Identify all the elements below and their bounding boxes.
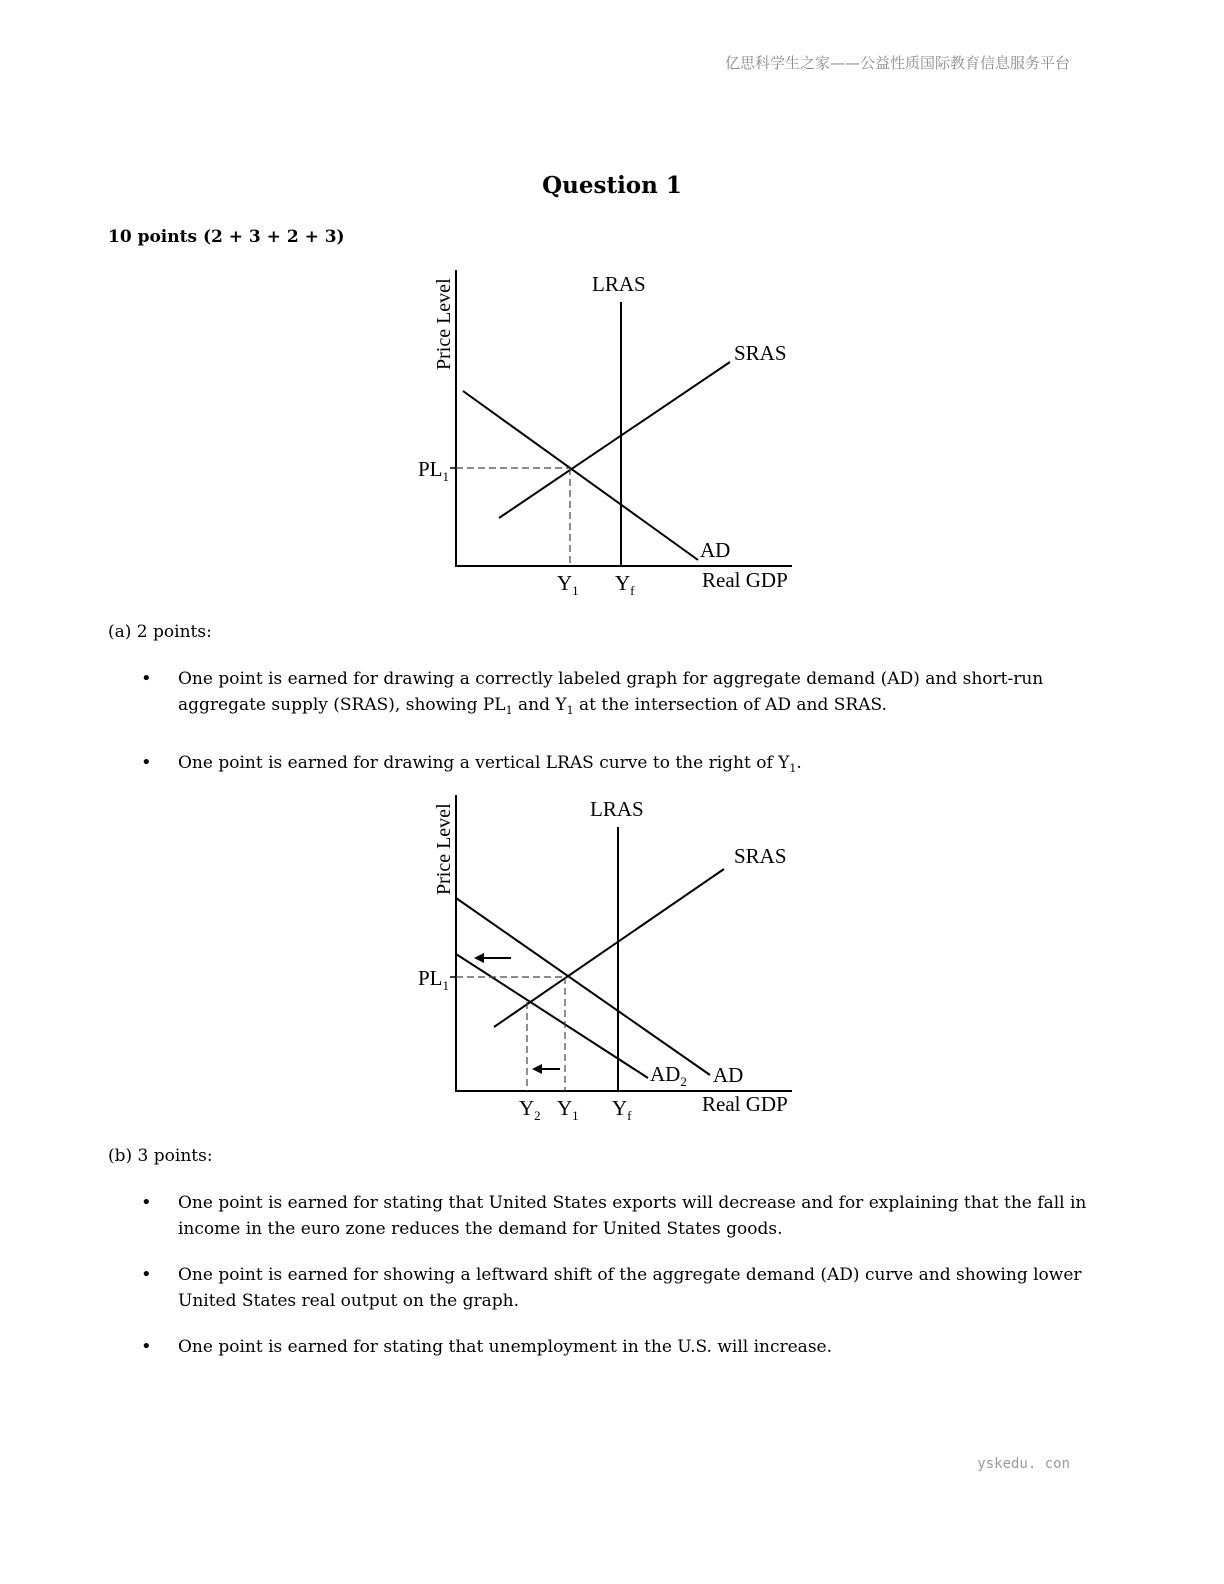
list-item: • One point is earned for drawing a vertical LRAS curve to the right of $Y_1$. <box>141 752 802 775</box>
bullet-dot: • <box>141 1192 152 1213</box>
ad2-curve <box>456 954 648 1078</box>
sras-label: SRAS <box>734 844 787 868</box>
header-watermark: 亿思科学生之家——公益性质国际教育信息服务平台 <box>724 54 1070 72</box>
ad2-label: $AD_2$ <box>650 1062 687 1089</box>
ad-label: AD <box>700 538 731 562</box>
list-item: • One point is earned for drawing a correctly labeled graph for aggregate demand (AD) and short-run aggregate supply (SRAS), showing $PL_1$ and $Y_1$ at the intersection of AD and SRAS. <box>141 668 1044 717</box>
part-a-label: (a) 2 points: <box>108 622 212 642</box>
ad-as-graph-1 <box>400 260 820 605</box>
part-a-bullets <box>108 666 1108 802</box>
footer-watermark: yskedu. con <box>977 1456 1070 1472</box>
y-axis-label: Price Level <box>433 278 455 370</box>
ad-as-graph-2 <box>400 785 820 1130</box>
y2-label: $Y_2$ <box>519 1096 541 1123</box>
ad-shift-arrow <box>474 953 511 963</box>
lras-label: LRAS <box>590 797 644 821</box>
x-axis-label: Real GDP <box>702 568 788 592</box>
part-b-label: (b) 3 points: <box>108 1146 213 1166</box>
lras-label: LRAS <box>592 272 646 296</box>
points-total: 10 points (2 + 3 + 2 + 3) <box>108 227 345 247</box>
bullet-dot: • <box>141 668 152 689</box>
bullet-dot: • <box>141 1336 152 1357</box>
pl1-label: $PL_1$ <box>418 457 450 484</box>
sras-curve <box>499 362 730 518</box>
ad-curve <box>456 898 710 1075</box>
ad-label: AD <box>713 1063 744 1087</box>
question-title: Question 1 <box>542 172 682 199</box>
bullet-dot: • <box>141 752 152 773</box>
sras-label: SRAS <box>734 341 787 365</box>
x-axis-label: Real GDP <box>702 1092 788 1116</box>
output-shift-arrow <box>532 1064 560 1074</box>
yf-label: $Y_f$ <box>612 1096 632 1123</box>
bullet-dot: • <box>141 1264 152 1285</box>
yf-label: $Y_f$ <box>615 571 635 598</box>
y1-label: $Y_1$ <box>557 1096 579 1123</box>
y-axis-label: Price Level <box>433 803 455 895</box>
y1-label: $Y_1$ <box>557 571 579 598</box>
list-item: • One point is earned for stating that United States exports will decrease and for explaining that the fall in income in the euro zone reduces the demand for United States goods. <box>141 1192 1087 1239</box>
ad-curve <box>463 391 698 560</box>
part-b-bullets <box>108 1190 1108 1380</box>
list-item: • One point is earned for stating that unemployment in the U.S. will increase. <box>108 1334 1108 1360</box>
pl1-label: $PL_1$ <box>418 966 450 993</box>
list-item: • One point is earned for showing a leftward shift of the aggregate demand (AD) curve and showing lower United States real output on the graph. <box>141 1264 1082 1311</box>
